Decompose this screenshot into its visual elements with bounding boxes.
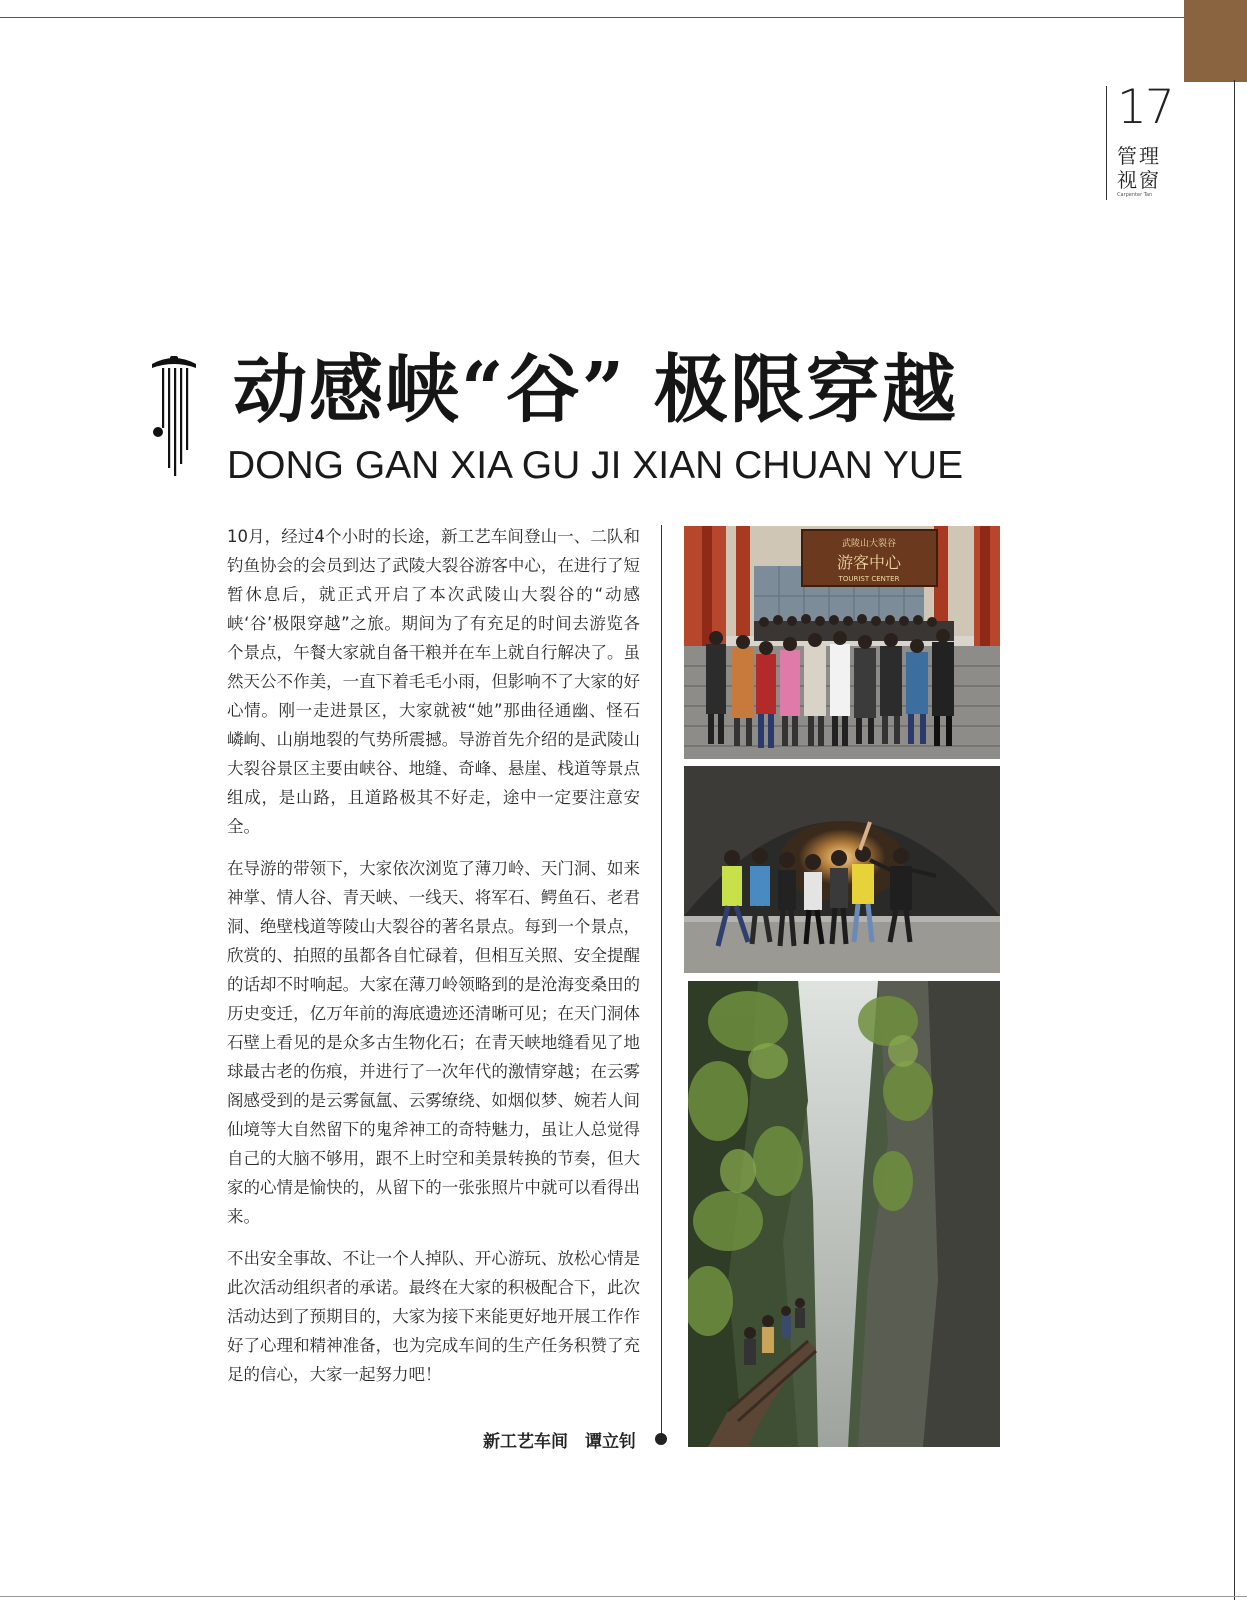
top-rule (0, 17, 1185, 18)
article-title-pinyin: DONG GAN XIA GU JI XIAN CHUAN YUE (227, 444, 964, 487)
article-body (227, 522, 640, 1402)
page-marker-line (1106, 86, 1107, 200)
page-number: 17 (1117, 80, 1173, 135)
right-rule (1234, 80, 1235, 1600)
bottom-rule (0, 1596, 1247, 1597)
article-paragraph-2: 在导游的带领下，大家依次浏览了薄刀岭、天门洞、如来神掌、情人谷、青天峡、一线天、将军石、鳄鱼石、老君洞、绝壁栈道等陵山大裂谷的著名景点。每到一个景点，欣赏的、拍照的虽都各自忙碌着，但相互关照、安全提醒的话却不时响起。大家在薄刀岭领略到的是沧海变桑田的历史变迁，亿万年前的海底遗迹还清晰可见；在天门洞体石壁上看见的是众多古生物化石；在青天峡地缝看见了地球最古老的伤痕，并进行了一次年代的激情穿越；在云雾阁感受到的是云雾氤氲、云雾缭绕、如烟似梦、婉若人间仙境等大自然留下的鬼斧神工的奇特魅力，虽让人总觉得自己的大脑不够用，跟不上时空和美景转换的节奏，但大家的心情是愉快的，从留下的一张张照片中就可以看得出来。 (227, 859, 640, 1226)
wind-chime-icon (150, 356, 200, 476)
page-marker (1106, 80, 1176, 202)
article-paragraph-1: 10月，经过4个小时的长途，新工艺车间登山一、二队和钓鱼协会的会员到达了武陵大裂谷游客中心，在进行了短暂休息后，就正式开启了本次武陵山大裂谷的“动感峡‘谷’极限穿越”之旅。期间为了有充足的时间去游览各个景点，午餐大家就自备干粮并在车上就自行解决了。虽然天公不作美，一直下着毛毛小雨，但影响不了大家的好心情。刚一走进景区，大家就被“她”那曲径通幽、怪石嶙峋、山崩地裂的气势所震撼。导游首先介绍的是武陵山大裂谷景区主要由峡谷、地缝、奇峰、悬崖、栈道等景点组成，是山路，且道路极其不好走，途中一定要注意安全。 (227, 527, 640, 836)
corner-color-block (1184, 0, 1247, 82)
section-subtitle: Carpenter Tan (1117, 192, 1153, 198)
article-title: 动感峡“谷” 极限穿越 (233, 347, 958, 433)
sign-en-text: TOURIST CENTER (838, 575, 900, 583)
section-name: 管理视窗 (1117, 144, 1161, 192)
article-paragraph-3: 不出安全事故、不让一个人掉队、开心游玩、放松心情是此次活动组织者的承诺。最终在大家的积极配合下，此次活动达到了预期目的，大家为接下来能更好地开展工作作好了心理和精神准备，也为完成车间的生产任务积赞了充足的信心，大家一起努力吧！ (227, 1249, 640, 1384)
photo-canyon-walkway (688, 981, 1000, 1447)
sign-main-text: 游客中心 (836, 553, 902, 572)
column-divider-dot (655, 1433, 667, 1445)
column-divider (661, 525, 662, 1435)
photo-tunnel-jump (684, 766, 1000, 973)
article-byline: 新工艺车间 谭立钊 (483, 1432, 636, 1452)
sign-top-text: 武陵山大裂谷 (841, 539, 897, 549)
photo-group-tourist-center (684, 526, 1000, 759)
